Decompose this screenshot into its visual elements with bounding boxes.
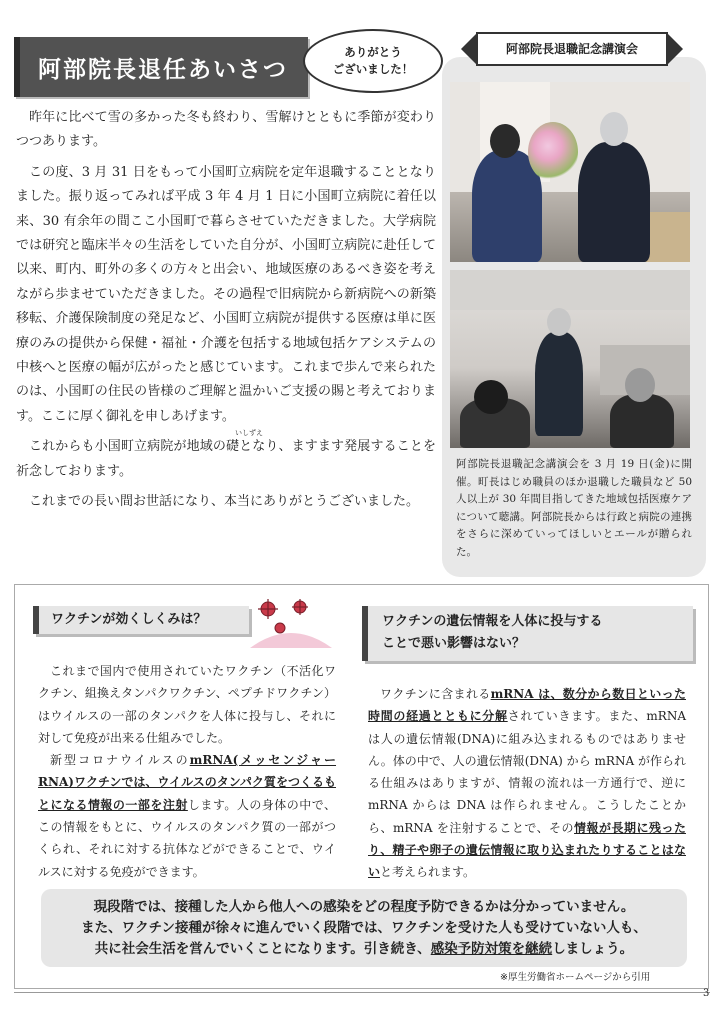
footer-divider [14,992,710,993]
col2-middle: されていきます。また、mRNA は人の遺伝情報(DNA)に組み込まれるものではありません。体の中で、人の遺伝情報(DNA) から mRNA が作られる仕組みはありますが、情報の流れは一方通行で、逆に mRNA からは DNA は作られません。こうしたことから、mRNA を注射することで、その [368,709,686,835]
main-text [16,106,436,515]
ruby-reading: いしずえ [234,429,263,438]
col1-p2-end: します。人の身体の中で、この情報をもとに、ウイルスのタンパク質の一部がつくられ、それに対する抗体などができることで、ウイルスに対する免疫ができます。 [38,797,336,879]
notice-line-1: 現段階では、接種した人から他人への感染をどの程度予防できるかは分かっていません。 [93,899,635,915]
lecture-banner [476,32,668,66]
vaccine-column-2 [368,683,686,884]
source-note: ※厚生労働省ホームページから引用 [500,972,651,983]
main-paragraph-1: 昨年に比べて雪の多かった冬も終わり、雪解けとともに季節が変わりつつあります。 [16,110,436,150]
thanks-speech-bubble [303,29,443,93]
page-number: 3 [703,988,710,999]
notice-line-2: また、ワクチン接種が徐々に進んでいく段階では、ワクチンを受けた人も受けていない人も、 [81,920,647,936]
prevention-notice [41,889,687,967]
bubble-line-1: ありがとう [344,45,402,59]
ruby-ishizue [225,429,263,455]
ruby-base: 礎 [225,439,240,455]
bubble-line-2: ございました！ [332,62,414,76]
col1-paragraph-1: これまで国内で使用されていたワクチン（不活化ワクチン、組換えタンパクワクチン、ペプチドワクチン）はウイルスの一部のタンパクを人体に投与し、それに対して免疫が出来る仕組みでした。 [38,664,336,745]
vaccine-heading-1-text: ワクチンが効くしくみは？ [51,612,207,627]
article-title: 阿部院長退任あいさつ [38,57,288,83]
notice-line-3-start: 共に社会生活を営んでいくことになります。引き続き、 [94,941,431,957]
col1-paragraph-2 [38,749,336,883]
main-paragraph-3-end: となり、ますます発展することを祈念しております。 [16,439,436,479]
virus-icon [250,598,332,648]
col1-p2-start: 新型コロナウイルスの [50,753,190,768]
bouquet-photo [450,82,690,262]
vaccine-heading-1 [33,606,249,634]
main-paragraph-4: これまでの長い間お世話になり、本当にありがとうございました。 [29,494,420,510]
vaccine-column-1 [38,660,336,883]
vaccine-heading-2-line-1: ワクチンの遺伝情報を人体に投与する [382,614,603,629]
vaccine-heading-2 [362,606,693,661]
col2-end: と考えられます。 [380,865,476,880]
notice-line-3 [41,939,687,960]
article-title-bar [14,37,308,97]
lecture-photo [450,270,690,448]
col2-underlined-1: mRNA は、数分から数日といった時間の経過とともに分解 [368,687,686,724]
main-paragraph-3 [16,429,436,484]
lecture-banner-text: 阿部院長退職記念講演会 [505,42,638,56]
notice-line-3-end: しましょう。 [552,941,634,957]
col1-p2-underlined: mRNA(メッセンジャーRNA)ワクチンでは、ウイルスのタンパク質をつくるもとになる情報の一部を注射 [38,753,337,812]
main-paragraph-2: この度、3 月 31 日をもって小国町立病院を定年退職することとなりました。振り返ってみれば平成 3 年 4 月 1 日に小国町立病院に着任以来、30 有余年の間ここ小国町で暮らさせていただきました。大学病院では研究と臨床半々の生活をしていた自分が、小国町立病院に赴任して以来、町内、町外の多くの方々と出会い、地域医療のあるべき姿を考えながら歩ませていただきました。その過程で旧病院から新病院への新築移転、介護保険制度の発足など、小国町立病院が提供する医療は単に医療のみの提供から保健・福祉・介護を包括する地域包括ケアシステムの中核へと医療の幅が広がったと感じています。これまで歩んで来られたのは、小国町の住民の皆様のご理解と温かいご支援の賜と考えております。ここに厚く御礼を申しあげます。 [16,164,436,424]
notice-line-3-underlined: 感染予防対策を継続 [430,941,553,957]
vaccine-heading-2-line-2: ことで悪い影響はない？ [382,636,526,651]
col2-underlined-2: 情報が長期に残ったり、精子や卵子の遺伝情報に取り込まれたりすることはない [368,820,686,880]
photo-caption: 阿部院長退職記念講演会を 3 月 19 日(金)に開催。町長はじめ職員のほか退職した職員など 50 人以上が 30 年間目指してきた地域包括医療ケアについて聴講。阿部院長からは行政と病院の連携をさらに深めていってほしいとエールが贈られた。 [456,458,692,558]
col2-start: ワクチンに含まれる [380,687,491,701]
main-paragraph-3-start: これからも小国町立病院が地域の [29,439,226,455]
col2-paragraph [368,683,686,884]
